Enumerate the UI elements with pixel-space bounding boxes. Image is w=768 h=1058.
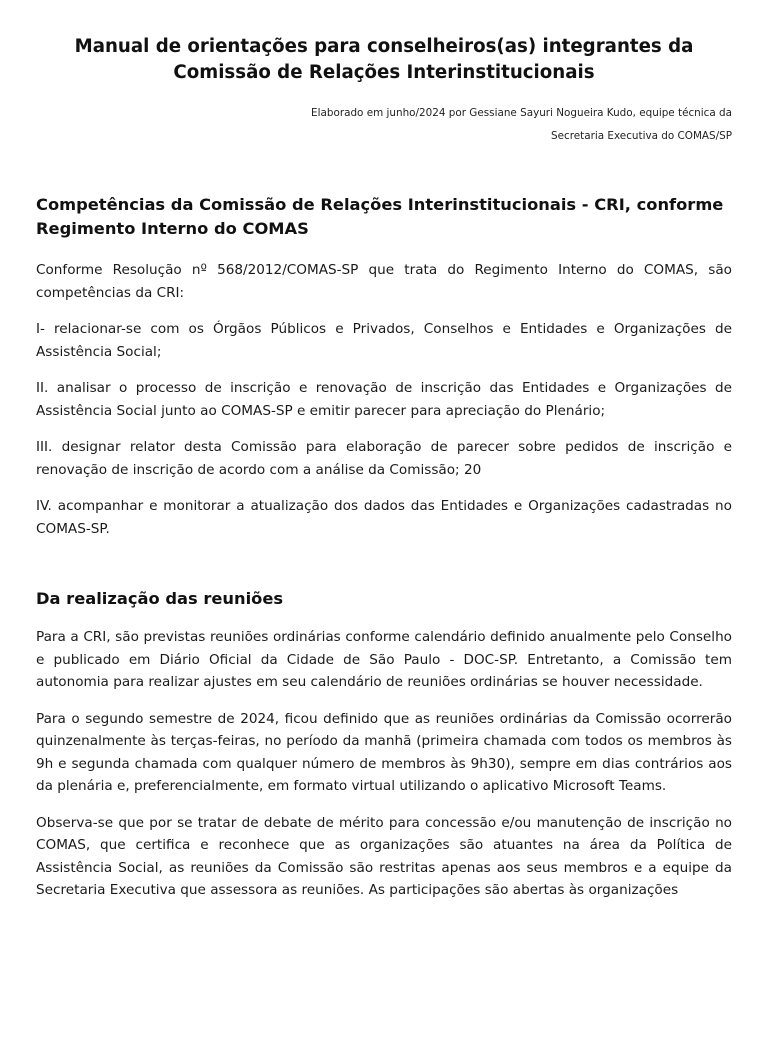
list-item-competencia-ii: II. analisar o processo de inscrição e renovação de inscrição das Entidades e Organizações de Assistência Social junto ao COMAS-SP e emitir parecer para apreciação do Plenário; (36, 380, 732, 419)
document-title-line-1: Manual de orientações para conselheiros(as) integrantes da (74, 36, 694, 57)
paragraph-reunioes-calendario: Para a CRI, são previstas reuniões ordinárias conforme calendário definido anualmente pelo Conselho e publicado em Diário Oficial da Cidade de São Paulo - DOC-SP. Entretanto, a Comissão tem autonomia para realizar ajustes em seu calendário de reuniões ordinárias se houver necessidade. (36, 629, 732, 690)
section-heading-reunioes: Da realização das reuniões (36, 589, 284, 608)
list-item-competencia-iv: IV. acompanhar e monitorar a atualização dos dados das Entidades e Organizações cadastradas no COMAS-SP. (36, 498, 732, 537)
authorship-note-line-2: Secretaria Executiva do COMAS/SP (551, 130, 732, 142)
section-heading-competencias: Competências da Comissão de Relações Interinstitucionais - CRI, conforme Regimento Interno do COMAS (36, 195, 724, 238)
document-title (36, 34, 732, 86)
document-page (0, 34, 768, 1058)
paragraph-intro-competencias: Conforme Resolução nº 568/2012/COMAS-SP que trata do Regimento Interno do COMAS, são competências da CRI: (36, 262, 732, 301)
paragraph-reunioes-2024: Para o segundo semestre de 2024, ficou definido que as reuniões ordinárias da Comissão ocorrerão quinzenalmente às terças-feiras, no período da manhã (primeira chamada com todos os membros às 9h e segunda chamada com qualquer número de membros às 9h30), sempre em dias contrários aos da plenária e, preferencialmente, em formato virtual utilizando o aplicativo Microsoft Teams. (36, 710, 732, 794)
paragraph-reunioes-restricao: Observa-se que por se tratar de debate de mérito para concessão e/ou manutenção de inscrição no COMAS, que certifica e reconhece que as organizações são atuantes na área da Política de Assistência Social, as reuniões da Comissão são restritas apenas aos seus membros e a equipe da Secretaria Executiva que assessora as reuniões. As participações são abertas às organizações (36, 814, 732, 898)
authorship-note (36, 102, 732, 148)
authorship-note-line-1: Elaborado em junho/2024 por Gessiane Sayuri Nogueira Kudo, equipe técnica da (311, 107, 732, 119)
list-item-competencia-iii: III. designar relator desta Comissão para elaboração de parecer sobre pedidos de inscrição e renovação de inscrição de acordo com a análise da Comissão; 20 (36, 439, 732, 478)
document-title-line-2: Comissão de Relações Interinstitucionais (173, 62, 595, 83)
list-item-competencia-i: I- relacionar-se com os Órgãos Públicos e Privados, Conselhos e Entidades e Organizações de Assistência Social; (36, 321, 732, 360)
